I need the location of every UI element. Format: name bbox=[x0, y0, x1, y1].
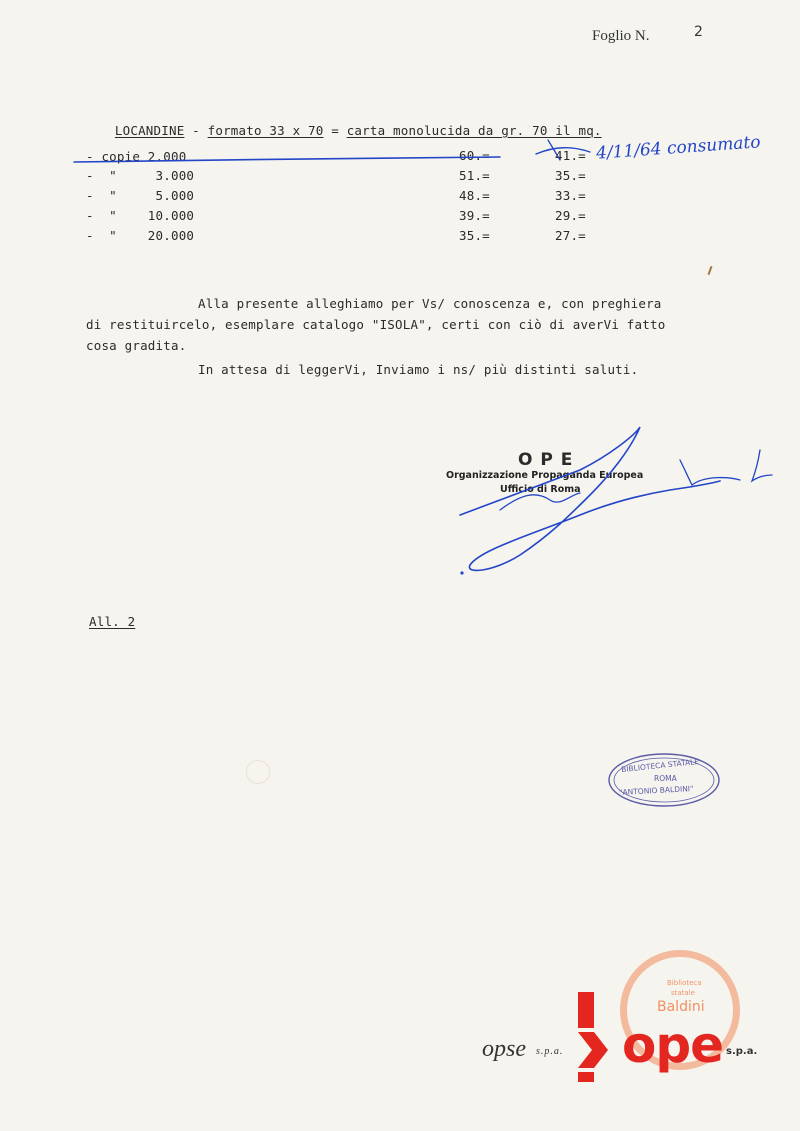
table-row-price-a: 35.= bbox=[459, 228, 490, 243]
table-row-price-b: 35.= bbox=[555, 168, 586, 183]
table-row-label: - " 5.000 bbox=[86, 188, 195, 203]
library-stamp-line3: "ANTONIO BALDINI" bbox=[618, 784, 694, 797]
body-para2: In attesa di leggerVi, Inviamo i ns/ più distinti saluti. bbox=[198, 362, 639, 377]
footer-ope-logo-text: ope bbox=[622, 1016, 724, 1074]
body-para1-line2: di restituircelo, esemplare catalogo "ISOLA", certi con ciò di averVi fatto bbox=[86, 317, 666, 332]
foglio-label: Foglio N. bbox=[592, 28, 650, 44]
table-row-price-b: 27.= bbox=[555, 228, 586, 243]
faint-stamp-trace bbox=[246, 760, 270, 784]
stamp-office: Ufficio di Roma bbox=[500, 484, 581, 495]
table-row-price-a: 60.= bbox=[459, 148, 490, 163]
handwritten-signature bbox=[440, 415, 790, 585]
table-row-price-a: 39.= bbox=[459, 208, 490, 223]
library-stamp bbox=[607, 752, 721, 808]
library-stamp-line2: ROMA bbox=[654, 774, 677, 783]
attachment-label: All. 2 bbox=[89, 614, 136, 629]
handwritten-date-note: 4/11/64 consumato bbox=[595, 132, 762, 164]
table-row-price-b: 41.= bbox=[555, 148, 586, 163]
table-row-label: - copie 2.000 bbox=[86, 149, 187, 164]
body-para1-line3: cosa gradita. bbox=[86, 338, 187, 353]
foglio-number: 2 bbox=[694, 24, 703, 40]
table-row-label: - " 3.000 bbox=[86, 168, 195, 183]
table-row-price-a: 48.= bbox=[459, 188, 490, 203]
heading-locandine: LOCANDINE bbox=[114, 123, 185, 138]
watermark-line1: Biblioteca bbox=[667, 979, 702, 987]
table-row-label: - " 10.000 bbox=[86, 208, 195, 223]
footer-opse-spa: s.p.a. bbox=[536, 1046, 564, 1057]
heading-dash: - bbox=[184, 123, 208, 138]
table-row-label: - " 20.000 bbox=[86, 228, 195, 243]
watermark-line2: statale bbox=[671, 989, 695, 997]
footer-opse: opse bbox=[482, 1036, 526, 1062]
watermark-line3: Baldini bbox=[657, 999, 705, 1015]
table-row-price-a: 51.= bbox=[459, 168, 490, 183]
body-para1-line1: Alla presente alleghiamo per Vs/ conoscenza e, con preghiera bbox=[198, 296, 662, 311]
stamp-org-name: Organizzazione Propaganda Europea bbox=[446, 470, 644, 481]
heading-equals: = bbox=[323, 123, 347, 138]
heading-carta: carta monolucida da gr. 70 il mq. bbox=[346, 123, 602, 138]
library-stamp-line1: BIBLIOTECA STATALE bbox=[620, 756, 700, 775]
table-row-price-b: 33.= bbox=[555, 188, 586, 203]
footer-ope-spa: s.p.a. bbox=[726, 1046, 758, 1057]
table-row-price-b: 29.= bbox=[555, 208, 586, 223]
stamp-ope-title: O P E bbox=[518, 450, 574, 470]
ope-logo-mark bbox=[572, 992, 622, 1084]
heading-formato: formato 33 x 70 bbox=[207, 123, 324, 138]
